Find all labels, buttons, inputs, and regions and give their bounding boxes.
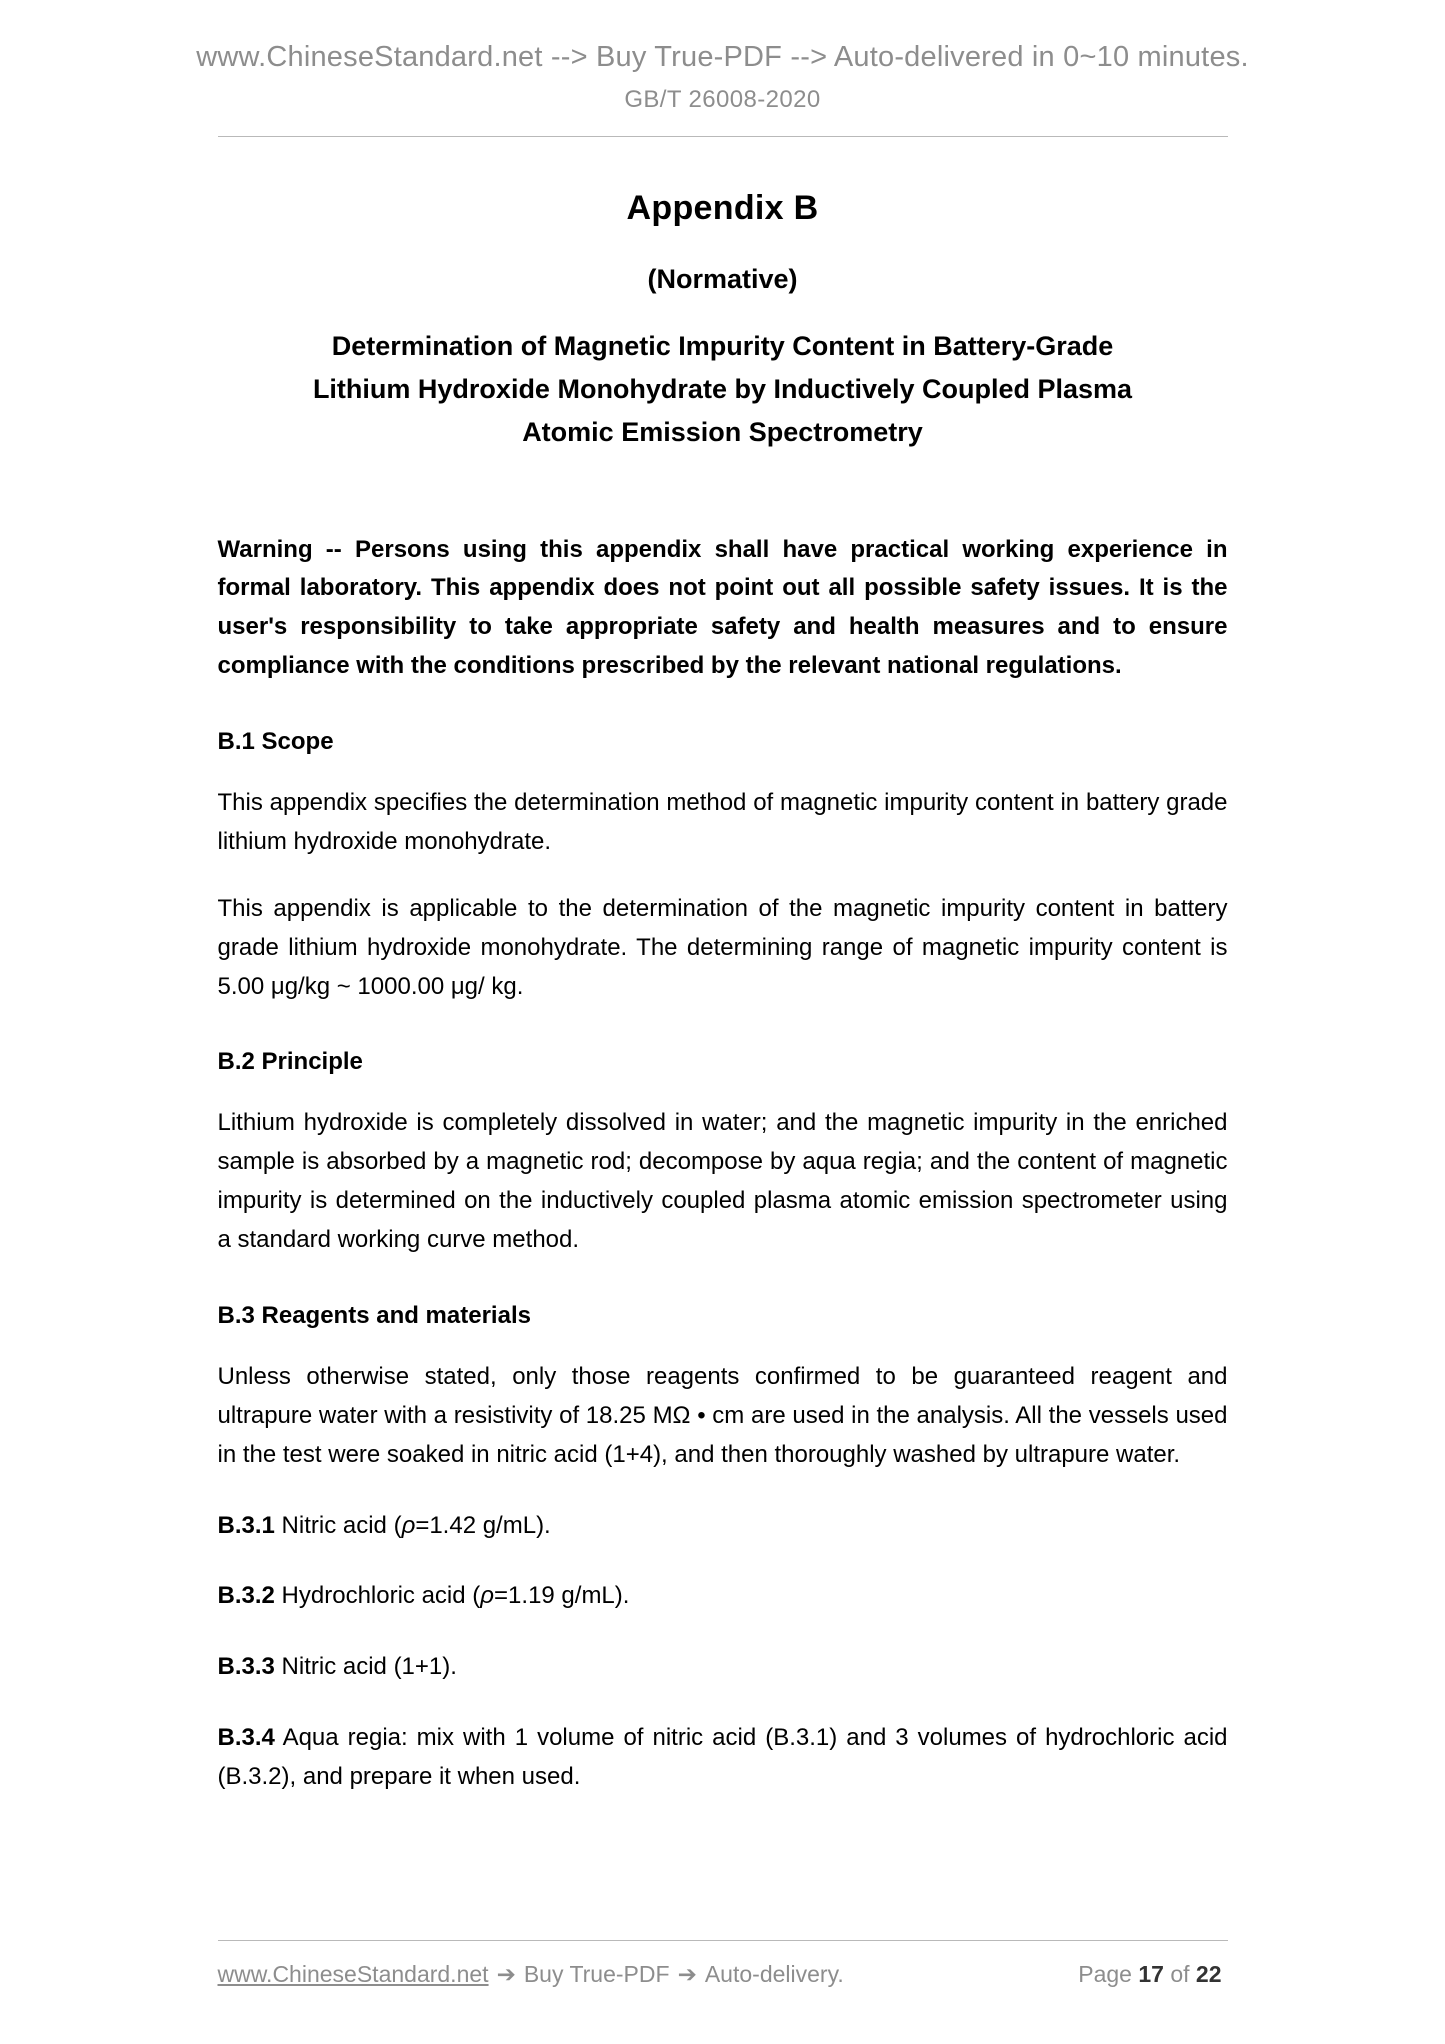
page-indicator xyxy=(1078,1961,1227,1988)
title-subject-line-3: Atomic Emission Spectrometry xyxy=(522,417,923,448)
item-text-before: Aqua regia: mix with 1 volume of nitric acid (B.3.1) and 3 volumes of hydrochloric acid (B.3.2), and prepare it when used. xyxy=(217,1724,1228,1791)
arrow-right-icon: ➔ xyxy=(496,1961,516,1987)
item-symbol: ρ xyxy=(480,1582,495,1610)
section-heading-b2: B.2 Principle xyxy=(217,1048,363,1076)
list-item xyxy=(218,1577,1228,1616)
document-content xyxy=(218,137,1228,1797)
footer-delivery-label: Auto-delivery. xyxy=(704,1961,844,1987)
section-b1-paragraph-1: This appendix specifies the determination method of magnetic impurity content in battery grade lithium hydroxide monohydrate. xyxy=(217,789,1228,855)
of-label: of xyxy=(1170,1961,1190,1987)
section-heading-b3: B.3 Reagents and materials xyxy=(217,1301,531,1329)
section-b1-paragraph-2: This appendix is applicable to the determination of the magnetic impurity content in battery grade lithium hydroxide monohydrate. The determining range of magnetic impurity content is 5.00 μg/kg ~ 1000.00 μg/ kg. xyxy=(217,894,1228,1000)
item-text-after: =1.19 g/mL). xyxy=(494,1582,630,1610)
footer-left-group xyxy=(218,1961,844,1988)
list-item xyxy=(218,1719,1228,1797)
item-number: B.3.1 xyxy=(217,1511,275,1539)
item-number: B.3.3 xyxy=(217,1653,275,1681)
title-subject-line-1: Determination of Magnetic Impurity Content in Battery-Grade xyxy=(331,331,1114,362)
section-b3-paragraph-1: Unless otherwise stated, only those reagents confirmed to be guaranteed reagent and ultrapure water with a resistivity of 18.25 MΩ • cm are used in the analysis. All the vessels used in the test were soaked in nitric acid (1+4), and then thoroughly washed by ultrapure water. xyxy=(217,1362,1228,1468)
list-item xyxy=(218,1648,1228,1687)
page-label: Page xyxy=(1078,1961,1132,1987)
arrow-right-icon: ➔ xyxy=(677,1961,697,1987)
item-text-before: Nitric acid (1+1). xyxy=(274,1653,457,1681)
warning-paragraph: Warning -- Persons using this appendix shall have practical working experience in formal laboratory. This appendix does not point out all possible safety issues. It is the user's responsibility to take appropriate safety and health measures and to ensure compliance with the conditions prescribed by the relevant national regulations. xyxy=(217,535,1228,680)
item-text-after: =1.42 g/mL). xyxy=(415,1511,551,1539)
section-b2-paragraph-1: Lithium hydroxide is completely dissolved in water; and the magnetic impurity in the enriched sample is absorbed by a magnetic rod; decompose by aqua regia; and the content of magnetic impurity is determined on the inductively coupled plasma atomic emission spectrometer using a standard working curve method. xyxy=(217,1109,1228,1254)
item-text-before: Nitric acid ( xyxy=(274,1511,402,1539)
page-footer xyxy=(218,1940,1228,1988)
header-standard-code: GB/T 26008-2020 xyxy=(624,86,821,114)
page-title: Appendix B xyxy=(626,189,819,228)
section-heading-b1: B.1 Scope xyxy=(217,728,334,756)
header-promo-text: www.ChineseStandard.net --> Buy True-PDF --> Auto-delivered in 0~10 minutes. xyxy=(196,41,1249,73)
page-total: 22 xyxy=(1195,1961,1222,1987)
title-subject-line-2: Lithium Hydroxide Monohydrate by Inductively Coupled Plasma xyxy=(312,374,1133,405)
footer-buy-label: Buy True-PDF xyxy=(523,1961,670,1987)
page-number: 17 xyxy=(1138,1961,1164,1987)
list-item xyxy=(218,1507,1228,1546)
item-symbol: ρ xyxy=(401,1511,416,1539)
footer-site-link[interactable]: www.ChineseStandard.net xyxy=(217,1961,489,1987)
footer-divider xyxy=(218,1940,1228,1941)
item-number: B.3.4 xyxy=(217,1724,275,1752)
title-normative: (Normative) xyxy=(647,264,798,295)
item-text-before: Hydrochloric acid ( xyxy=(274,1582,481,1610)
item-number: B.3.2 xyxy=(217,1582,275,1610)
